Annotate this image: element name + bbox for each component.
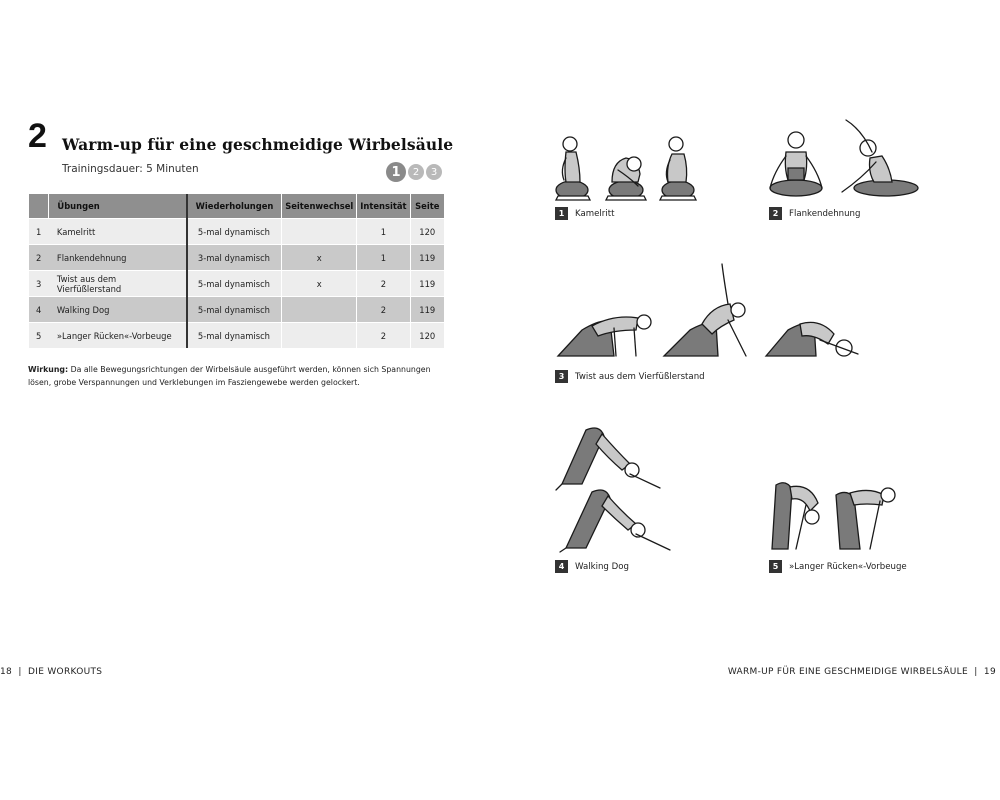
effect-text: Da alle Bewegungsrichtungen der Wirbelsäule ausgeführt werden, können sich Spannungen lösen, grobe Verspannungen und Verklebungen im Fasziengewebe werden gelockert. — [28, 365, 431, 387]
figure-label-2: Flankendehnung — [789, 208, 861, 219]
figure-caption-3 — [555, 370, 705, 383]
table-row — [29, 245, 445, 271]
row-exercise: Kamelritt — [49, 219, 187, 245]
exercise-table — [28, 194, 444, 348]
intensity-indicator — [386, 162, 444, 182]
row-side-change: x — [282, 271, 357, 297]
chapter-number: 2 — [28, 117, 47, 155]
row-number: 5 — [29, 323, 49, 349]
intensity-level-1: 1 — [386, 162, 406, 182]
downward-dog-figure-a — [556, 428, 660, 490]
row-number: 2 — [29, 245, 49, 271]
row-repetitions: 5-mal dynamisch — [187, 219, 282, 245]
figure-kamelritt-illustration — [552, 130, 702, 205]
table-row — [29, 271, 445, 297]
kneeling-figure-b — [606, 157, 646, 200]
figure-caption-4 — [555, 560, 629, 573]
row-intensity: 2 — [357, 271, 410, 297]
row-intensity: 2 — [357, 297, 410, 323]
figure-label-3: Twist aus dem Vierfüßlerstand — [575, 371, 705, 382]
figure-number-3: 3 — [555, 370, 568, 383]
row-repetitions: 5-mal dynamisch — [187, 297, 282, 323]
figure-flankendehnung-illustration — [766, 116, 926, 206]
row-page: 120 — [410, 219, 444, 245]
row-side-change — [282, 323, 357, 349]
intensity-level-2: 2 — [408, 164, 424, 180]
figure-forward-bend-illustration — [766, 475, 901, 555]
row-repetitions: 5-mal dynamisch — [187, 271, 282, 297]
table-row — [29, 219, 445, 245]
figure-label-1: Kamelritt — [575, 208, 615, 219]
col-header-side-change: Seitenwechsel — [282, 194, 357, 219]
kneeling-figure-a — [556, 137, 590, 200]
figure-label-4: Walking Dog — [575, 561, 629, 572]
figure-number-4: 4 — [555, 560, 568, 573]
row-intensity: 2 — [357, 323, 410, 349]
table-header-row — [29, 194, 445, 219]
figure-caption-1 — [555, 207, 614, 220]
row-exercise: Walking Dog — [49, 297, 187, 323]
row-number: 4 — [29, 297, 49, 323]
twist-figure-b — [664, 264, 746, 356]
row-page: 119 — [410, 245, 444, 271]
forward-bend-figure-a — [772, 483, 819, 549]
footer-right: WARM-UP FÜR EINE GESCHMEIDIGE WIRBELSÄULE | 19 — [727, 667, 996, 677]
row-page: 119 — [410, 297, 444, 323]
thread-needle-figure-c — [766, 322, 858, 356]
figure-number-1: 1 — [555, 207, 568, 220]
figure-number-5: 5 — [769, 560, 782, 573]
figure-caption-5 — [769, 560, 907, 573]
row-number: 1 — [29, 219, 49, 245]
quadruped-figure-a — [558, 315, 651, 356]
row-intensity: 1 — [357, 245, 410, 271]
figure-walking-dog-illustration — [552, 420, 677, 555]
figure-twist-illustration — [552, 260, 872, 365]
figure-caption-2 — [769, 207, 860, 220]
figure-label-5: »Langer Rücken«-Vorbeuge — [789, 561, 907, 572]
row-repetitions: 5-mal dynamisch — [187, 323, 282, 349]
row-side-change: x — [282, 245, 357, 271]
col-header-intensity: Intensität — [357, 194, 410, 219]
row-page: 119 — [410, 271, 444, 297]
effect-label: Wirkung: — [28, 365, 69, 374]
training-duration: Trainingsdauer: 5 Minuten — [62, 163, 199, 175]
downward-dog-figure-b — [560, 490, 670, 552]
table-row — [29, 297, 445, 323]
row-page: 120 — [410, 323, 444, 349]
row-side-change — [282, 219, 357, 245]
row-exercise: Twist aus dem Vierfüßlerstand — [49, 271, 187, 297]
intensity-level-3: 3 — [426, 164, 442, 180]
row-repetitions: 3-mal dynamisch — [187, 245, 282, 271]
table-row — [29, 323, 445, 349]
col-header-exercises: Übungen — [49, 194, 187, 219]
col-header-number — [29, 194, 49, 219]
row-exercise: Flankendehnung — [49, 245, 187, 271]
col-header-repetitions: Wiederholungen — [187, 194, 282, 219]
side-stretch-figure-b — [842, 120, 918, 196]
row-exercise: »Langer Rücken«-Vorbeuge — [49, 323, 187, 349]
forward-bend-figure-b — [836, 488, 895, 549]
col-header-page: Seite — [410, 194, 444, 219]
effect-paragraph — [28, 364, 448, 389]
footer-left: 18 | DIE WORKOUTS — [0, 667, 103, 677]
chapter-title: Warm-up für eine geschmeidige Wirbelsäule — [62, 135, 454, 154]
kneeling-figure-c — [660, 137, 696, 200]
figure-number-2: 2 — [769, 207, 782, 220]
row-number: 3 — [29, 271, 49, 297]
row-side-change — [282, 297, 357, 323]
row-intensity: 1 — [357, 219, 410, 245]
seated-figure-a — [770, 132, 822, 196]
